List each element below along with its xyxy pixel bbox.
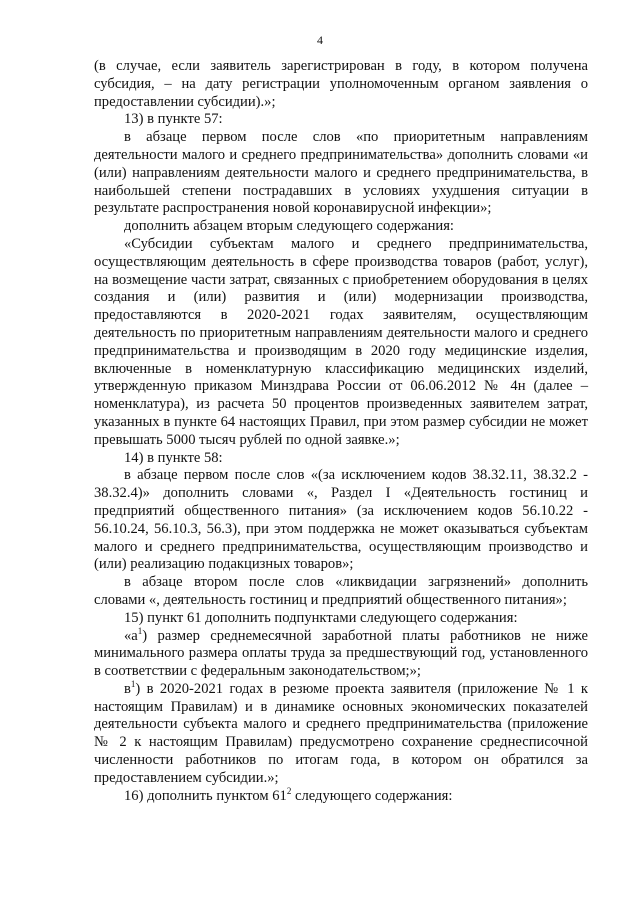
paragraph-quote	[94, 236, 588, 450]
paragraph-text: следующего содержания:	[291, 787, 453, 804]
paragraph-text: «Субсидии субъектам малого и среднего предпринимательства, осуществляющим деятельность в сфере производства товаров (работ, услуг), на возмещение части затрат, связанных с приобретением оборудования в целях создания и (или) развития и (или) модернизации производства, предоставляются в 2020-2021 годах заявителям, осуществляющим деятельность по приоритетным направлениям деятельности малого и среднего предпринимательства и производящим в 2020 году медицинские изделия, включенные в номенклатурную классификацию медицинских изделий, утвержденную приказом Минздрава России от 06.06.2012 № 4н (далее – номенклатура), из расчета 50 процентов произведенных заявителем затрат, указанных в пункте 64 настоящих Правил, при этом размер субсидии не может превышать 5000 тысяч рублей по одной заявке.»;	[94, 235, 588, 448]
paragraph-item-14	[94, 450, 588, 468]
superscript: 1	[137, 625, 143, 636]
paragraph-prefix: в	[124, 680, 131, 697]
paragraph-continuation	[94, 58, 588, 111]
paragraph-text: ) в 2020-2021 годах в резюме проекта заявителя (приложение № 1 к настоящим Правилам) и в динамике основных экономических показателей деятельности субъекта малого и среднего предпринимательства (приложение № 2 к настоящим Правилам) предусмотрено сохранение среднесписочной численности работников по итогам года, в котором он обратился за предоставлением субсидии.»;	[94, 680, 588, 786]
paragraph-subitem-a1	[94, 625, 588, 681]
document-body	[94, 58, 588, 805]
paragraph-text: 13) в пункте 57:	[124, 111, 223, 128]
paragraph-text: в абзаце втором после слов «ликвидации загрязнений» дополнить словами «, деятельность гостиниц и предприятий общественного питания»;	[94, 574, 588, 608]
paragraph-text: дополнить абзацем вторым следующего содержания:	[124, 218, 454, 235]
paragraph-text: (в случае, если заявитель зарегистрирован в году, в котором получена субсидия, – на дату регистрации уполномоченным органом заявления о предоставлении субсидии).»;	[94, 58, 588, 110]
paragraph-subitem-v1	[94, 681, 588, 788]
paragraph-item-16	[94, 785, 588, 806]
paragraph-text: 15) пункт 61 дополнить подпунктами следующего содержания:	[124, 609, 518, 626]
paragraph-prefix: 16) дополнить пунктом 61	[124, 787, 287, 804]
paragraph-text: ) размер среднемесячной заработной платы работников не ниже минимального размера оплаты труда за предшествующий год, установленного в соответствии с федеральным законодательством;»;	[94, 627, 588, 680]
paragraph-item-13	[94, 111, 588, 129]
paragraph	[94, 129, 588, 218]
paragraph-prefix: «а	[124, 627, 138, 644]
paragraph	[94, 218, 588, 236]
superscript: 1	[130, 679, 136, 690]
paragraph-item-15	[94, 610, 588, 628]
paragraph	[94, 574, 588, 610]
page-number: 4	[317, 33, 323, 47]
paragraph-text: в абзаце первом после слов «(за исключением кодов 38.32.11, 38.32.2 - 38.32.4)» дополнить словами «, Раздел I «Деятельность гостиниц и предприятий общественного питания» (за исключением кодов 56.10.22 - 56.10.24, 56.10.3, 56.3), при этом поддержка не может оказываться субъектам малого и среднего предпринимательства, осуществляющим производство и (или) реализацию подакцизных товаров»;	[94, 467, 588, 573]
superscript: 2	[286, 785, 292, 796]
paragraph-text: 14) в пункте 58:	[124, 449, 223, 466]
paragraph	[94, 467, 588, 574]
paragraph-text: в абзаце первом после слов «по приоритетным направлениям деятельности малого и среднего предпринимательства» дополнить словами «и (или) направлениям деятельности малого и среднего предпринимательства, в наибольшей степени пострадавших в условиях ухудшения ситуации в результате распространения новой коронавирусной инфекции»;	[94, 129, 588, 217]
